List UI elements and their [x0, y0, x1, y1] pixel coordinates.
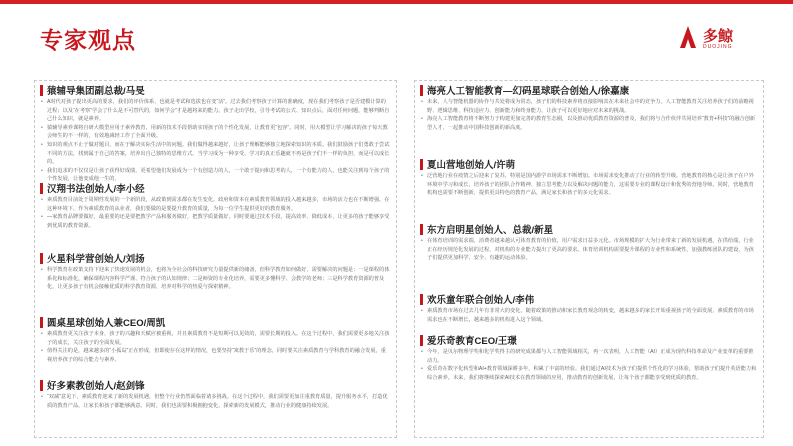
heading-bar [40, 317, 43, 328]
logo-sub: DUOJING [703, 44, 733, 50]
section-liwei [415, 292, 763, 324]
header-accent-bar [0, 0, 793, 4]
section-mamin [35, 83, 396, 184]
heading-bar [420, 159, 423, 170]
heading-bar [420, 224, 423, 235]
section-xumeng [415, 157, 763, 198]
heading-bar [40, 183, 43, 194]
section-heading: 火星科学营创始人/刘扬 [47, 254, 145, 265]
heading-bar [40, 253, 43, 264]
section-zhoukai [35, 315, 396, 364]
left-panel [34, 80, 397, 438]
bullet: • 素质教育目前处于周期性发展的一个新阶段，从政策到需求都在发生变化。政府和资本在素质教育领域的投入越来越多，市场的活力也在不断增强。在这种环境下，作为素质教育的从业者，我们要做的是要提升教育的质量，为每一位学生提供更好的教育服务。 [41, 196, 390, 213]
bullet: • 值得关注的是，越来越多的“小孤岛”正在形成，但即使存在这样的情况，也要坚持“寓教于乐”的理念，同时要关注素质教育与学科教育的融合发展，重视培养孩子的综合能力与素养。 [41, 347, 390, 364]
heading-bar [420, 85, 423, 96]
section-xinxing [415, 222, 763, 263]
section-heading: 欢乐童年联合创始人/李伟 [427, 295, 535, 306]
page-header [0, 0, 793, 72]
section-heading: 爱乐奇教育CEO/王璟 [427, 336, 517, 347]
section-zhaojianfeng [35, 378, 396, 410]
section-heading: 海亮人工智能教育—幻码星球联合创始人/徐嘉康 [427, 86, 630, 97]
heading-bar [40, 85, 43, 96]
section-heading: 好多素教创始人/赵剑锋 [47, 381, 145, 392]
section-xujiakang [415, 83, 763, 132]
bullet: • 今年，是贝尔物理学奖和化学奖得主的研究成果都与人工智能领域相关，再一次表明，人工智能（AI）正成为现代科技革命及产业变革的重要推动力。 [421, 348, 757, 365]
section-heading: 圆桌星球创始人兼CEO/周凯 [47, 318, 166, 329]
section-heading: 猿辅导集团副总裁/马旻 [47, 86, 145, 97]
whale-logo-icon [677, 24, 699, 50]
bullet: • “双减”意见下，素质教育迎来了新的发展机遇，但整个行业仍然面临着诸多挑战。在这个过程中，我们需要更加注重教育质量，提升服务水平，打造优质的教育产品，让家长和孩子都能够满意。同时，我们也需要积极拥抱变化，探索新的发展模式，推动行业的健康持续发展。 [41, 393, 390, 410]
bullet: • 素质教育市场在过去几年有非常大的变化，随着政策的推动和家长教育观念的转变，越来越多的家长开始重视孩子的全面发展，素质教育的市场需求也在不断增长，越来越多的机构进入这个领域。 [421, 307, 757, 324]
section-wangjing [415, 333, 763, 382]
logo-name: 多鲸 [703, 28, 734, 45]
heading-bar [420, 335, 423, 346]
bullet: • 猿辅导素养课将自研大模型应用于素养教育，用新的技术手段帮助实现孩子的个性化发展，让教育更“包容”。同时，用大模型让学习解决的孩子每天教会师生的不一样的，有效地减轻工作了全面升级。 [41, 124, 390, 141]
section-heading: 夏山营地创始人/许萌 [427, 160, 516, 171]
section-heading: 东方启明星创始人、总裁/新星 [427, 225, 554, 236]
bullet: • 泛营地行业在疫情之后迎来了复苏，特别是国内游学市场需求不断增加。市场需求变化推动了行业的转型升级。营地教育的核心是让孩子在户外环境中学习和成长，培养孩子的团队合作精神、独立思考能力以及解决问题的能力，这需要专业的课程设计和优秀的营地导师。同时，营地教育机构也需要不断创新，提供更具特色的教育产品，满足家长和孩子的多元化需求。 [421, 172, 757, 198]
brand-logo [677, 22, 747, 56]
bullet: • 爱乐奇在数字化转型和AI+教育领域深耕多年，积累了丰富的经验。我们通过AI技术为孩子们提供个性化的学习体验，帮助孩子们提升英语能力和综合素养。未来，我们将继续探索AI技术在教育领域的应用，推动教育的创新发展，让每个孩子都能享受到优质的教育。 [421, 365, 757, 382]
bullet: • 科学教育在政策支持下迎来了快速发展的机会，也将为全社会的科技研究力量提供新的储备，但科学教育如何做好，需要解决的问题是：一是课程的体系化和标准化，确保课程内容科学严谨、符合孩子的认知规律；二是师资的专业化培养，需要更多懂科学、会教学的老师；三是科学教育资源的普及化，让更多孩子有机会接触优质的科学教育资源，培养对科学的热爱与探索精神。 [41, 266, 390, 292]
bullet: • 未来，人与智能机器的协作与共处将成为常态，孩子们的科技素养将直接影响其在未来社会中的竞争力。人工智能教育关注培养孩子们的前瞻视野、逻辑思维、科技适应力、创新能力和终身能力，让孩子可以更好地应对未来的挑战。 [421, 98, 757, 115]
bullet: • 我们追求的不仅仅是让孩子获得好成绩，更希望他们发展成为一个有创造力的人，一个敢于提问和思考的人，一个有能力的人，也能关注到每个孩子的个性发展，让他变成他一生的。 [41, 167, 390, 184]
bullet: • 海亮人工智能教育将不断努力于构建更加完善的教育生态圈，以及推动优质教育资源的普及，我们将与合作伙伴共同培养“教育+科技”的融合创新型人才，一起推动中国科技创新的新高度。 [421, 115, 757, 132]
bullet: • —家教育品牌要做好，最重要的还是要把教学产品和服务做好，把教学质量做好。同时要通过技术手段，提高效率、降低成本，让更多的孩子能够享受到优质的教育资源。 [41, 213, 390, 230]
section-lixiaojing [35, 181, 396, 230]
section-heading: 汉翔书法创始人/李小经 [47, 184, 145, 195]
bullet: • 知识的观点不止于做对题目，而在于解决实际生活中的问题。我们做得越来越好，让孩子理解能够独立地探索知识的本质。我们鼓励孩子们勇敢于尝试不同的方法，找到属于自己的答案，培养出自己独特的思维方式。当学习成为一种享受，学习的真正乐趣就不再是孩子们不一样的负担，而是可以成长的。 [41, 141, 390, 167]
bullet: • 素质教育更关注孩子本身，孩子的兴趣和天赋应被重视，并且素质教育不是短期可以见效的，需要长期的投入。在这个过程中，我们需要更多地关注孩子的成长，关注孩子的全面发展。 [41, 330, 390, 347]
bullet: • 在体育培训的需求端，消费者越来越认可体育教育的价值，用户需求日益多元化。市场规模的扩大为行业带来了新的发展机遇。在供给端，行业正在经历规范化发展的过程，对机构的专业能力提出了更高的要求。体育培训机构需要提升课程的专业性和系统性，加强教练团队的建设，为孩子们提供更加科学、安全、有趣的运动体验。 [421, 237, 757, 263]
right-panel [414, 80, 764, 438]
bullet: • A时代对孩子提出更高的要求，我们的评价体系，也就是考试和选拔也在变“活”。过去我们考察孩子计算的准确度，现在我们考察孩子是否建模计算的过程；以及“在考察”学会了什么是不可替代的，如何学会”才是越将来的能力。孩子走出学校，引导考试的公式、知识点后，面对任何问题，能够判断自己什么知识，就是素养。 [41, 98, 390, 124]
section-liuyang [35, 251, 396, 292]
page-title: 专家观点 [40, 27, 136, 53]
heading-bar [420, 294, 423, 305]
heading-bar [40, 380, 43, 391]
